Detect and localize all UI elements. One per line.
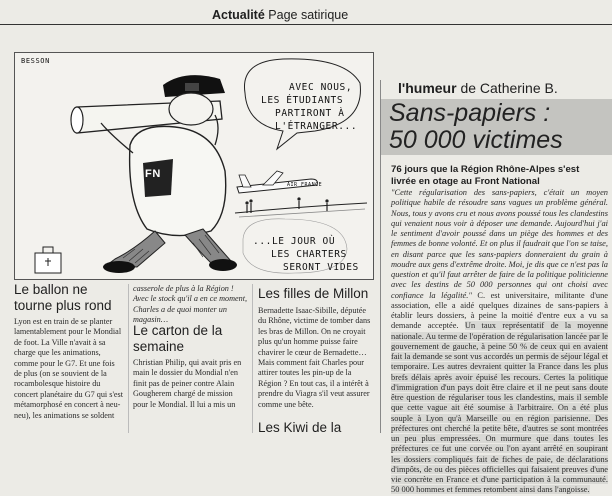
article-body-carton: Christian Philip, qui avait pris en main le dossier du Mondial n'en finit pas de peiner contre Alain Gougherem chargé de mission pour le Mondial. Il lui a mis un <box>133 358 242 409</box>
title-line: Sans-papiers : <box>389 99 551 127</box>
header-rule <box>0 24 612 25</box>
article-quote: "Cette régularisation des sans-papiers, c'était un moyen politique habile de résoudre sans vagues un problème général. Nous, tous y avons cru et nous avons poussé tous les clandestins qui venaient nous voir à déposer une demande. Aujourd'hui j'ai le sentiment d'avoir poussé dans un piège des hommes et des femmes de bonne volonté. Et on plus il faudrait que l'on se taise, en disant parce que les sans-papiers donneraient du grain à moudre aux gens d'extrême droite. Moi, je dis que ce n'est pas la question et qu'il faut arrêter de faire de la politique politicienne avec les destins de 50 000 personnes qui ont choisi avec confiance la légalité." <box>391 188 608 300</box>
bubble-bottom-line: LES CHARTERS <box>271 249 347 260</box>
bubble-top-line: AVEC NOUS, <box>289 82 353 93</box>
article-lead-casserole: casserole de plus à la Région ! Avec le stock qu'il a en ce moment, Charles a de quoi monter un magasin… <box>133 284 248 325</box>
bubble-top-line: PARTIRONT À <box>275 108 345 119</box>
fn-badge: FN <box>145 168 161 180</box>
column-divider <box>252 284 253 433</box>
page-name: Page satirique <box>268 8 349 22</box>
column-name: l'humeur <box>398 80 457 96</box>
column-divider <box>128 284 129 433</box>
bubble-top-line: L'ÉTRANGER... <box>275 121 358 132</box>
section-name: Actualité <box>212 8 265 22</box>
article-title-sans-papiers <box>389 100 563 154</box>
plane-label: AIR FRANCE <box>287 182 323 188</box>
bubble-top-line: LES ÉTUDIANTS <box>261 95 344 106</box>
article-title-ballon: Le ballon ne tourne plus rond <box>14 282 112 313</box>
page-header <box>0 0 612 26</box>
cartoon-frame <box>14 52 374 280</box>
bubble-bottom-line: SERONT VIDES <box>283 262 359 273</box>
bubble-bottom-line: ...LE JOUR OÙ <box>253 236 336 247</box>
article-title-millon: Les filles de Millon <box>258 286 369 301</box>
speech-bubble-bottom <box>253 235 359 274</box>
title-line: 50 000 victimes <box>389 126 563 154</box>
article-body-millon: Bernadette Isaac-Sibille, députée du Rhône, victime de tomber dans les bras de Millon. On ne croyait plus qu'un homme puisse faire chavirer le cœur de Bernadette… Mais comment fait Charles pour attirer toutes les pin-up de la Région ? En tout cas, il a intérêt à prendre du Viagra s'il veut assurer comme une bête. <box>258 306 371 409</box>
article-subtitle: 76 jours que la Région Rhône-Alpes s'est livrée en otage au Front National <box>391 164 580 187</box>
speech-bubble-top <box>261 81 357 133</box>
article-body-ballon: Lyon est en train de se planter lamentablement pour le Mondial de foot. La Ville n'avait à sa charge que les animations, comme pour le G7. Et une fois de plus (on se souvient de la rocambolesque histoire du concert planétaire du G7 qui s'est métamorphosé en concert à neu-neu), les animations se soldent <box>14 317 124 420</box>
article-title-kiwi: Les Kiwi de la <box>258 420 342 435</box>
article-highlighted-text: Un taux représentatif de la moyenne nationale. Au terme de l'opération de régularisation lancée par le gouvernement de gauche, à peine 50 % de ceux qui en avaient fait la demande se sont vus accordés un permis de séjour légal et temporaire. Les autres devraient quitter la France dans les plus brefs délais après avoir épuisé les recours. Certes la politique d'immigration d'un pays doit être claire et il ne peut sans doute être question de régulariser tous les clandestins, mais il semble que cette vague ait été soumise à l'arbitraire. On a été plus souple à Lyon qu'à Marseille ou en région parisienne. Des préfectures ont cherché la petite bête, d'autres se sont montrées un peu plus empressées. On murmure que dans toutes les préfectures ce fut une corvée ou l'on ayant arrêté en soupirant les dossiers compliqués fait de fiches de paie, de déclarations d'impôts, de ou des pièces officielles qui faisaient preuves d'une vie concrète en France et d'une participation à la communauté. 50 000 hommes et femmes retombent ainsi dans l'angoisse. <box>391 321 609 495</box>
article-text: C. est universitaire, militante d'une association, elle a aidé quelques dizaines de sans-papiers à établir leurs dossiers, à peine la moitié d'entre eux a vu sa demande acceptée. <box>391 290 608 331</box>
article-body-sans-papiers <box>391 188 608 496</box>
header-label <box>212 8 348 22</box>
article-title-carton: Le carton de la semaine <box>133 323 223 354</box>
cartoon-signature: BESSON <box>21 57 50 65</box>
author-name: de Catherine B. <box>460 80 558 96</box>
column-byline <box>398 80 558 96</box>
